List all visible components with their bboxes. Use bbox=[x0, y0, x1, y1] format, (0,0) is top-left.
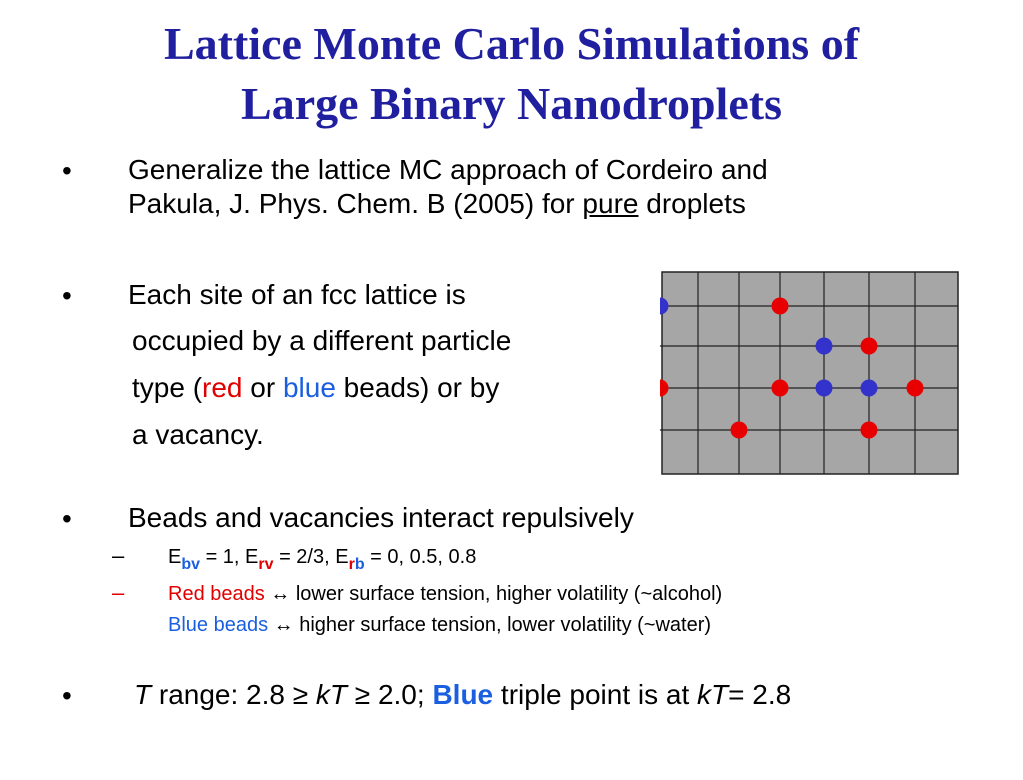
red-bead bbox=[772, 298, 789, 315]
triple-point-value: = 2.8 bbox=[728, 679, 792, 710]
blue-beads-label: Blue beads bbox=[168, 614, 269, 636]
rb-subscript bbox=[349, 556, 365, 573]
e-bv-value: = 1, bbox=[200, 546, 246, 568]
kt-symbol-1: kT bbox=[315, 679, 348, 710]
red-beads-description: ↔ lower surface tension, higher volatility (~alcohol) bbox=[264, 583, 723, 605]
rb-subscript-r: r bbox=[348, 556, 355, 573]
bullet-2-line-1: Each site of an fcc lattice is bbox=[128, 279, 466, 310]
bullet-1-line-2 bbox=[128, 187, 768, 221]
bullet-2-line-3 bbox=[132, 371, 499, 405]
sub-2-dash: – bbox=[112, 580, 125, 605]
bullet-2-marker: • bbox=[62, 280, 72, 311]
blue-bead bbox=[861, 380, 878, 397]
bullet-1-text bbox=[128, 153, 768, 221]
energy-values bbox=[168, 542, 476, 580]
red-bead bbox=[907, 380, 924, 397]
e-rv-symbol: E bbox=[245, 546, 259, 568]
bullet-4-text bbox=[134, 678, 791, 712]
bullet-2-line-2: occupied by a different particle bbox=[132, 325, 512, 356]
red-bead bbox=[772, 380, 789, 397]
kt-symbol-2: kT bbox=[697, 679, 729, 710]
bullet-2-line-4: a vacancy. bbox=[132, 419, 264, 450]
sub-1-dash: – bbox=[112, 543, 125, 568]
bv-subscript: bv bbox=[181, 556, 201, 573]
rb-subscript-b: b bbox=[354, 556, 365, 573]
pure-underlined: pure bbox=[582, 188, 639, 219]
slide-title bbox=[0, 14, 1023, 134]
blue-bead bbox=[816, 338, 833, 355]
bullet-1-marker: • bbox=[62, 155, 72, 186]
title-line-2: Large Binary Nanodroplets bbox=[241, 78, 782, 129]
lattice-background bbox=[662, 272, 958, 474]
bullet-1-line-1: Generalize the lattice MC approach of Cordeiro and bbox=[128, 154, 768, 185]
red-beads-label: Red beads bbox=[168, 583, 265, 605]
range-lower: ≥ 2.0; bbox=[347, 679, 433, 710]
red-word: red bbox=[202, 372, 243, 403]
e-rb-symbol: E bbox=[335, 546, 349, 568]
t-symbol: T bbox=[134, 679, 152, 710]
bullet-2-line-3-post: beads) or by bbox=[335, 372, 500, 403]
e-rb-values: = 0, 0.5, 0.8 bbox=[364, 546, 477, 568]
red-beads-line bbox=[168, 579, 722, 609]
blue-word: blue bbox=[282, 372, 336, 403]
range-upper: range: 2.8 ≥ bbox=[151, 679, 316, 710]
bullet-2-line-3-mid: or bbox=[242, 372, 283, 403]
lattice-diagram bbox=[660, 270, 960, 476]
bullet-3-marker: • bbox=[62, 503, 72, 534]
triple-point-text: triple point is at bbox=[493, 679, 698, 710]
blue-bead bbox=[816, 380, 833, 397]
bullet-4-marker: • bbox=[62, 680, 72, 711]
red-bead bbox=[861, 422, 878, 439]
bullet-1-line-2-pre: Pakula, J. Phys. Chem. B (2005) for bbox=[128, 188, 583, 219]
blue-bold-word: Blue bbox=[432, 679, 494, 710]
red-bead bbox=[731, 422, 748, 439]
title-line-1: Lattice Monte Carlo Simulations of bbox=[163, 18, 860, 69]
blue-beads-description: ↔ higher surface tension, lower volatility (~water) bbox=[268, 614, 712, 636]
e-rv-value: = 2/3, bbox=[273, 546, 336, 568]
e-bv-symbol: E bbox=[168, 546, 182, 568]
rv-subscript: rv bbox=[258, 556, 274, 573]
blue-beads-line bbox=[168, 610, 711, 640]
bullet-1-line-2-post: droplets bbox=[638, 188, 746, 219]
bullet-3-line-1: Beads and vacancies interact repulsively bbox=[128, 502, 634, 533]
bullet-2-line-3-pre: type ( bbox=[132, 372, 203, 403]
red-bead bbox=[861, 338, 878, 355]
